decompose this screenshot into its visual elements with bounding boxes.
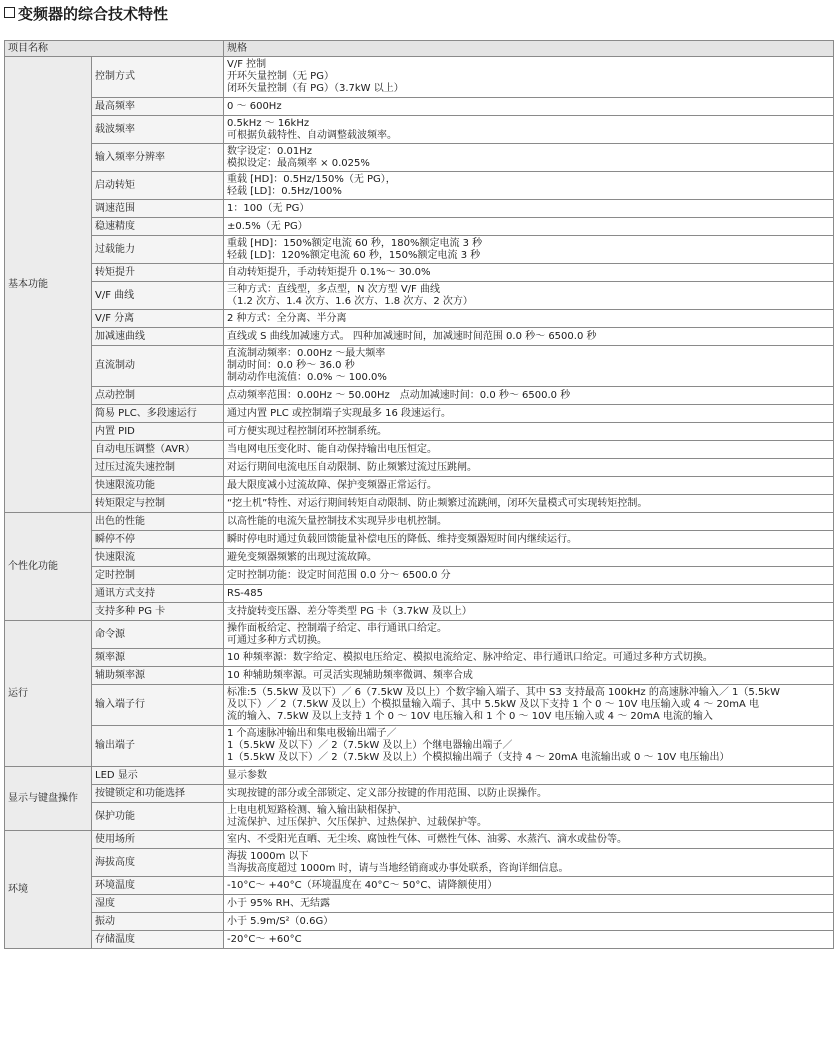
spec-value-cell: 自动转矩提升，手动转矩提升 0.1%～ 30.0% — [224, 264, 834, 282]
spec-value-cell: 小于 5.9m/S²（0.6G） — [224, 913, 834, 931]
table-row — [5, 459, 834, 477]
table-row — [5, 895, 834, 913]
table-row — [5, 585, 834, 603]
item-name-cell: 快速限流 — [92, 549, 224, 567]
spec-value-cell: 可方便实现过程控制闭环控制系统。 — [224, 423, 834, 441]
item-name-cell: 通讯方式支持 — [92, 585, 224, 603]
item-name-cell: 快速限流功能 — [92, 477, 224, 495]
item-name-cell: 内置 PID — [92, 423, 224, 441]
table-row — [5, 531, 834, 549]
table-row — [5, 264, 834, 282]
table-row — [5, 621, 834, 649]
spec-value-cell: 1：100（无 PG） — [224, 200, 834, 218]
table-row — [5, 649, 834, 667]
item-name-cell: 命令源 — [92, 621, 224, 649]
table-row — [5, 441, 834, 459]
table-row — [5, 423, 834, 441]
table-row — [5, 549, 834, 567]
table-row — [5, 172, 834, 200]
category-cell: 基本功能 — [5, 57, 92, 513]
table-row — [5, 803, 834, 831]
item-name-cell: 支持多种 PG 卡 — [92, 603, 224, 621]
spec-value-cell: ±0.5%（无 PG） — [224, 218, 834, 236]
item-name-cell: 转矩限定与控制 — [92, 495, 224, 513]
table-row — [5, 567, 834, 585]
spec-value-cell: 定时控制功能：设定时间范围 0.0 分～ 6500.0 分 — [224, 567, 834, 585]
table-row — [5, 667, 834, 685]
table-row — [5, 98, 834, 116]
spec-value-cell: 避免变频器频繁的出现过流故障。 — [224, 549, 834, 567]
item-name-cell: 点动控制 — [92, 387, 224, 405]
checkbox-bullet-icon — [4, 7, 15, 18]
item-name-cell: 定时控制 — [92, 567, 224, 585]
table-header-row — [5, 41, 834, 57]
table-row — [5, 346, 834, 387]
spec-value-cell: 最大限度减小过流故障、保护变频器正常运行。 — [224, 477, 834, 495]
table-row — [5, 236, 834, 264]
spec-value-cell: 点动频率范围：0.00Hz ～ 50.00Hz 点动加减速时间：0.0 秒～ 6500.0 秒 — [224, 387, 834, 405]
item-name-cell: 环境温度 — [92, 877, 224, 895]
table-row — [5, 913, 834, 931]
table-row — [5, 495, 834, 513]
spec-value-cell: 室内、不受阳光直晒、无尘埃、腐蚀性气体、可燃性气体、油雾、水蒸汽、滴水或盐份等。 — [224, 831, 834, 849]
spec-table-body — [5, 57, 834, 949]
table-row — [5, 282, 834, 310]
spec-value-cell: 当电网电压变化时、能自动保持输出电压恒定。 — [224, 441, 834, 459]
spec-value-cell: 通过内置 PLC 或控制端子实现最多 16 段速运行。 — [224, 405, 834, 423]
category-cell: 个性化功能 — [5, 513, 92, 621]
item-name-cell: 辅助频率源 — [92, 667, 224, 685]
table-row — [5, 310, 834, 328]
item-name-cell: 按键锁定和功能选择 — [92, 785, 224, 803]
item-name-cell: 转矩提升 — [92, 264, 224, 282]
item-name-cell: LED 显示 — [92, 767, 224, 785]
table-row — [5, 831, 834, 849]
item-name-cell: 最高频率 — [92, 98, 224, 116]
item-name-cell: 加减速曲线 — [92, 328, 224, 346]
table-row — [5, 877, 834, 895]
page-title — [4, 4, 168, 24]
item-name-cell: 启动转矩 — [92, 172, 224, 200]
table-row — [5, 200, 834, 218]
item-name-cell: 湿度 — [92, 895, 224, 913]
item-name-cell: 载波频率 — [92, 116, 224, 144]
spec-value-cell: 10 种辅助频率源。可灵活实现辅助频率微调、频率合成 — [224, 667, 834, 685]
table-row — [5, 513, 834, 531]
table-row — [5, 931, 834, 949]
category-cell: 环境 — [5, 831, 92, 949]
spec-table — [4, 40, 834, 949]
spec-value-cell: 显示参数 — [224, 767, 834, 785]
spec-value-cell: 0.5kHz ～ 16kHz 可根据负载特性、自动调整载波频率。 — [224, 116, 834, 144]
spec-value-cell: 以高性能的电流矢量控制技术实现异步电机控制。 — [224, 513, 834, 531]
table-row — [5, 726, 834, 767]
table-row — [5, 477, 834, 495]
table-row — [5, 685, 834, 726]
item-name-cell: 调速范围 — [92, 200, 224, 218]
item-name-cell: 存储温度 — [92, 931, 224, 949]
spec-value-cell: 实现按键的部分或全部锁定、定义部分按键的作用范围、以防止误操作。 — [224, 785, 834, 803]
category-cell: 显示与键盘操作 — [5, 767, 92, 831]
item-name-cell: 过载能力 — [92, 236, 224, 264]
spec-value-cell: 2 种方式：全分离、半分离 — [224, 310, 834, 328]
item-name-cell: 输出端子 — [92, 726, 224, 767]
table-row — [5, 328, 834, 346]
item-name-cell: V/F 分离 — [92, 310, 224, 328]
spec-value-cell: 海拔 1000m 以下 当海拔高度超过 1000m 时，请与当地经销商或办事处联系，咨询详细信息。 — [224, 849, 834, 877]
item-name-cell: 保护功能 — [92, 803, 224, 831]
table-row — [5, 387, 834, 405]
item-name-cell: 振动 — [92, 913, 224, 931]
spec-value-cell: -10°C～ +40°C（环境温度在 40°C～ 50°C、请降额使用） — [224, 877, 834, 895]
item-name-cell: 直流制动 — [92, 346, 224, 387]
item-name-cell: 使用场所 — [92, 831, 224, 849]
spec-value-cell: 对运行期间电流电压自动限制、防止频繁过流过压跳闸。 — [224, 459, 834, 477]
item-name-cell: 输入端子行 — [92, 685, 224, 726]
spec-value-cell: RS-485 — [224, 585, 834, 603]
item-name-cell: 频率源 — [92, 649, 224, 667]
spec-value-cell: 10 种频率源：数字给定、模拟电压给定、模拟电流给定、脉冲给定、串行通讯口给定。可通过多种方式切换。 — [224, 649, 834, 667]
spec-value-cell: V/F 控制 开环矢量控制（无 PG） 闭环矢量控制（有 PG）（3.7kW 以上） — [224, 57, 834, 98]
spec-value-cell: 直线或 S 曲线加减速方式。 四种加减速时间，加减速时间范围 0.0 秒～ 6500.0 秒 — [224, 328, 834, 346]
table-row — [5, 116, 834, 144]
spec-value-cell: 标准:5（5.5kW 及以下）／ 6（7.5kW 及以上）个数字输入端子、其中 S3 支持最高 100kHz 的高速脉冲输入／ 1（5.5kW 及以下）／ 2（7.5kW 及以上）个模拟量输入端子、其中 5.5kW 及以下支持 1 个 0 ～ 10V 电压输入或 4 ～ 20mA 电 流的输入、7.5kW 及以上支持 1 个 0 ～ 10V 电压输入和 1 个 0 ～ 10V 电压输入或 4 ～ 20mA 电流的输入 — [224, 685, 834, 726]
item-name-cell: 控制方式 — [92, 57, 224, 98]
spec-value-cell: 三种方式：直线型，多点型，N 次方型 V/F 曲线 （1.2 次方、1.4 次方、1.6 次方、1.8 次方、2 次方） — [224, 282, 834, 310]
table-row — [5, 144, 834, 172]
table-row — [5, 405, 834, 423]
spec-value-cell: 0 ～ 600Hz — [224, 98, 834, 116]
page-title-text: 变频器的综合技术特性 — [18, 5, 169, 23]
item-name-cell: 自动电压调整（AVR） — [92, 441, 224, 459]
item-name-cell: 过压过流失速控制 — [92, 459, 224, 477]
spec-value-cell: 直流制动频率：0.00Hz ～最大频率 制动时间：0.0 秒～ 36.0 秒 制动动作电流值：0.0% ～ 100.0% — [224, 346, 834, 387]
table-row — [5, 57, 834, 98]
category-cell: 运行 — [5, 621, 92, 767]
item-name-cell: 出色的性能 — [92, 513, 224, 531]
spec-value-cell: 小于 95% RH、无结露 — [224, 895, 834, 913]
item-name-cell: 简易 PLC、多段速运行 — [92, 405, 224, 423]
table-row — [5, 218, 834, 236]
spec-value-cell: 数字设定：0.01Hz 模拟设定：最高频率 × 0.025% — [224, 144, 834, 172]
spec-value-cell: 上电电机短路检测、输入输出缺相保护、 过流保护、过压保护、欠压保护、过热保护、过载保护等。 — [224, 803, 834, 831]
spec-value-cell: 1 个高速脉冲输出和集电极输出端子／ 1（5.5kW 及以下）／ 2（7.5kW 及以上）个继电器输出端子／ 1（5.5kW 及以下）／ 2（7.5kW 及以上）个模拟输出端子（支持 4 ～ 20mA 电流输出或 0 ～ 10V 电压输出） — [224, 726, 834, 767]
spec-value-cell: 操作面板给定、控制端子给定、串行通讯口给定。 可通过多种方式切换。 — [224, 621, 834, 649]
table-row — [5, 767, 834, 785]
item-name-cell: 海拔高度 — [92, 849, 224, 877]
item-name-cell: 瞬停不停 — [92, 531, 224, 549]
spec-value-cell: -20°C～ +60°C — [224, 931, 834, 949]
table-row — [5, 849, 834, 877]
spec-value-cell: 重载 [HD]：0.5Hz/150%（无 PG）， 轻载 [LD]：0.5Hz/100% — [224, 172, 834, 200]
spec-value-cell: 瞬时停电时通过负载回馈能量补偿电压的降低、维持变频器短时间内继续运行。 — [224, 531, 834, 549]
header-item-name: 项目名称 — [5, 41, 224, 57]
item-name-cell: V/F 曲线 — [92, 282, 224, 310]
item-name-cell: 输入频率分辨率 — [92, 144, 224, 172]
spec-value-cell: 重载 [HD]：150%额定电流 60 秒，180%额定电流 3 秒 轻载 [LD]：120%额定电流 60 秒，150%额定电流 3 秒 — [224, 236, 834, 264]
spec-value-cell: “挖土机”特性、对运行期间转矩自动限制、防止频繁过流跳闸，闭环矢量模式可实现转矩控制。 — [224, 495, 834, 513]
item-name-cell: 稳速精度 — [92, 218, 224, 236]
spec-value-cell: 支持旋转变压器、差分等类型 PG 卡（3.7kW 及以上） — [224, 603, 834, 621]
header-spec: 规格 — [224, 41, 834, 57]
table-row — [5, 603, 834, 621]
table-row — [5, 785, 834, 803]
